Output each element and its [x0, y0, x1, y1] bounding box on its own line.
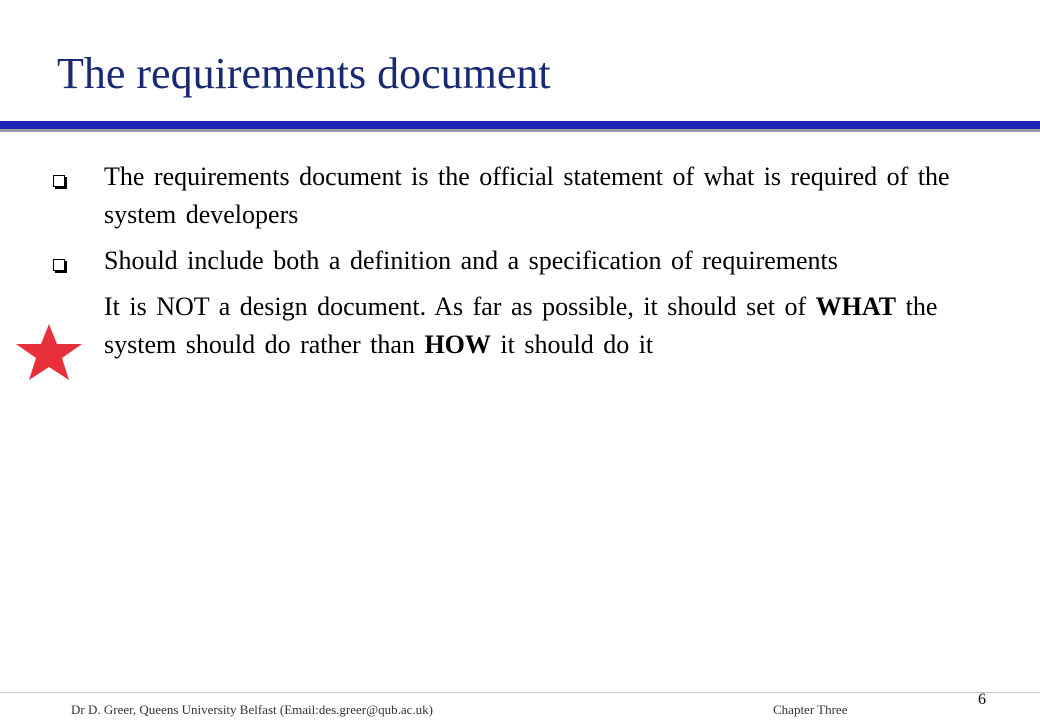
square-bullet-icon	[53, 259, 65, 271]
bullet-emphasis-what: WHAT	[815, 292, 897, 321]
page-number: 6	[978, 691, 986, 708]
bullet-text-prefix: It is NOT a design document. As far as possible, it should set of	[104, 292, 816, 321]
footer-author: Dr D. Greer, Queens University Belfast (Email:des.greer@qub.ac.uk)	[71, 702, 433, 717]
bullet-text: The requirements document is the official statement of what is required of the system developers	[104, 162, 950, 229]
bullet-item-1	[50, 158, 970, 234]
footer-divider	[0, 692, 1040, 693]
bullet-text-suffix: it should do it	[490, 330, 654, 359]
bullet-list	[50, 158, 970, 372]
title-divider-bar	[0, 121, 1040, 129]
bullet-item-3	[50, 288, 970, 364]
square-bullet-icon	[53, 175, 65, 187]
bullet-emphasis-how: HOW	[424, 330, 491, 359]
slide-title: The requirements document	[57, 49, 551, 98]
footer-chapter: Chapter Three	[773, 702, 848, 717]
title-divider	[0, 121, 1040, 132]
bullet-text: Should include both a definition and a specification of requirements	[104, 246, 838, 275]
bullet-text-middle: the system should do rather than	[104, 292, 938, 359]
star-shape	[16, 324, 82, 380]
bullet-item-2	[50, 242, 970, 280]
star-icon	[14, 322, 84, 382]
